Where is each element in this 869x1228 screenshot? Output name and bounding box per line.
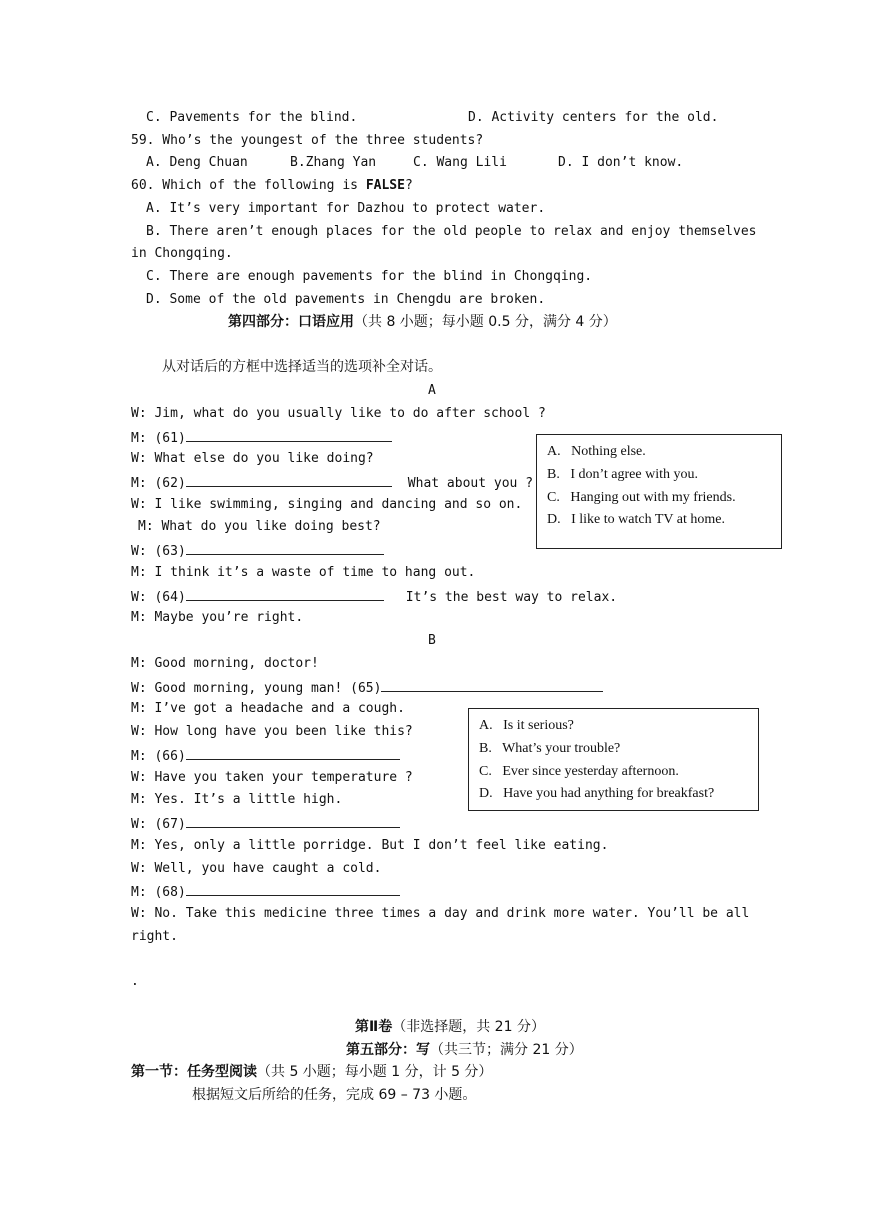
q59-option-a: A. Deng Chuan xyxy=(146,155,248,170)
blank-68[interactable] xyxy=(186,883,400,896)
part5-heading xyxy=(346,1042,583,1058)
dialog-b-line-11 xyxy=(131,883,400,901)
dialog-a-line-4 xyxy=(131,474,533,492)
q58-option-c: C. Pavements for the blind. xyxy=(146,110,358,125)
blank-62[interactable] xyxy=(186,474,392,487)
part4-instruction: 从对话后的方框中选择适当的选项补全对话。 xyxy=(162,359,442,375)
dialog-a-line-10: M: Maybe you’re right. xyxy=(131,610,304,625)
q59-option-b: B.Zhang Yan xyxy=(290,155,377,170)
q60-option-b-line1: B. There aren’t enough places for the old people to relax and enjoy themselves xyxy=(146,224,757,239)
dialog-b-line-12: W: No. Take this medicine three times a day and drink more water. You’ll be all xyxy=(131,906,750,921)
dialog-a-options-box xyxy=(536,434,782,549)
section1-heading-rest: （共 5 小题；每小题 1 分，计 5 分） xyxy=(257,1064,493,1080)
dialog-b-options-box xyxy=(468,708,759,811)
dialog-b-option-b: B. What’s your trouble? xyxy=(479,741,621,756)
section1-instruction: 根据短文后所给的任务，完成 69 – 73 小题。 xyxy=(192,1087,477,1103)
dialog-b-line-4: W: How long have you been like this? xyxy=(131,724,413,739)
dialog-b-line-7: M: Yes. It’s a little high. xyxy=(131,792,343,807)
part4-heading-bold: 第四部分：口语应用 xyxy=(228,314,354,330)
dialog-a-line-3: W: What else do you like doing? xyxy=(131,451,374,466)
q60-option-d: D. Some of the old pavements in Chengdu are broken. xyxy=(146,292,546,307)
dialog-a-line-9 xyxy=(131,588,617,606)
section1-heading xyxy=(131,1064,492,1080)
dialog-b-line-6: W: Have you taken your temperature ? xyxy=(131,770,413,785)
dialog-a-option-b: B. I don’t agree with you. xyxy=(547,467,698,482)
part5-heading-rest: （共三节；满分 21 分） xyxy=(430,1042,583,1058)
part5-heading-bold: 第五部分：写 xyxy=(346,1042,430,1058)
dialog-a-option-c: C. Hanging out with my friends. xyxy=(547,490,736,505)
blank-64-label: W: (64) xyxy=(131,590,186,605)
blank-66-label: M: (66) xyxy=(131,749,186,764)
dialog-b-line-13: right. xyxy=(131,929,178,944)
q59-stem: 59. Who’s the youngest of the three students? xyxy=(131,133,484,148)
q60-stem-prefix: 60. Which of the following is xyxy=(131,178,366,193)
dialog-b-option-c: C. Ever since yesterday afternoon. xyxy=(479,764,679,779)
volume2-title xyxy=(355,1019,545,1035)
q60-option-c: C. There are enough pavements for the blind in Chongqing. xyxy=(146,269,593,284)
volume2-title-bold: 第Ⅱ卷 xyxy=(355,1019,393,1035)
volume2-title-rest: （非选择题，共 21 分） xyxy=(392,1019,545,1035)
q60-stem-suffix: ? xyxy=(404,178,413,193)
blank-61-label: M: (61) xyxy=(131,431,186,446)
dialog-a-option-d: D. I like to watch TV at home. xyxy=(547,512,725,527)
q60-stem xyxy=(131,178,413,194)
q59-option-c: C. Wang Lili xyxy=(413,155,507,170)
dialog-b-line-5 xyxy=(131,747,400,765)
blank-67-label: W: (67) xyxy=(131,817,186,832)
dialog-a-line-1: W: Jim, what do you usually like to do after school ? xyxy=(131,406,546,421)
dialog-a-label: A xyxy=(428,383,436,398)
dialog-a-line-9-tail: It’s the best way to relax. xyxy=(405,590,618,605)
q59-option-d: D. I don’t know. xyxy=(558,155,684,170)
dialog-a-line-6: M: What do you like doing best? xyxy=(138,519,381,534)
q60-option-a: A. It’s very important for Dazhou to protect water. xyxy=(146,201,546,216)
dialog-a-line-8: M: I think it’s a waste of time to hang out. xyxy=(131,565,476,580)
dialog-b-line-3: M: I’ve got a headache and a cough. xyxy=(131,701,405,716)
dialog-b-line-1: M: Good morning, doctor! xyxy=(131,656,319,671)
blank-64[interactable] xyxy=(186,588,384,601)
dialog-b-line-9: M: Yes, only a little porridge. But I don’t feel like eating. xyxy=(131,838,609,853)
dialog-b-option-a: A. Is it serious? xyxy=(479,718,574,733)
blank-65[interactable] xyxy=(381,679,603,692)
q58-option-d: D. Activity centers for the old. xyxy=(468,110,719,125)
dialog-b-label: B xyxy=(428,633,436,648)
dialog-a-option-a: A. Nothing else. xyxy=(547,444,646,459)
dialog-a-line-4-tail: What about you ? xyxy=(407,476,534,491)
dialog-b-line-10: W: Well, you have caught a cold. xyxy=(131,861,382,876)
q60-stem-emphasis: FALSE xyxy=(365,178,405,193)
part4-heading xyxy=(228,314,617,330)
blank-68-label: M: (68) xyxy=(131,885,186,900)
section1-heading-bold: 第一节：任务型阅读 xyxy=(131,1064,257,1080)
dialog-a-line-5: W: I like swimming, singing and dancing and so on. xyxy=(131,497,523,512)
dialog-a-line-7 xyxy=(131,542,384,560)
dialog-b-line-8 xyxy=(131,815,400,833)
blank-62-label: M: (62) xyxy=(131,476,186,491)
stray-mark: . xyxy=(131,974,139,989)
blank-61[interactable] xyxy=(186,429,392,442)
dialog-b-option-d: D. Have you had anything for breakfast? xyxy=(479,786,715,801)
blank-63-label: W: (63) xyxy=(131,544,186,559)
blank-65-label: W: Good morning, young man! (65) xyxy=(131,681,382,696)
blank-66[interactable] xyxy=(186,747,400,760)
part4-heading-rest: （共 8 小题；每小题 0.5 分，满分 4 分） xyxy=(354,314,617,330)
dialog-a-line-2 xyxy=(131,429,392,447)
q60-option-b-line2: in Chongqing. xyxy=(131,246,233,261)
dialog-b-line-2 xyxy=(131,679,603,697)
blank-63[interactable] xyxy=(186,542,384,555)
blank-67[interactable] xyxy=(186,815,400,828)
